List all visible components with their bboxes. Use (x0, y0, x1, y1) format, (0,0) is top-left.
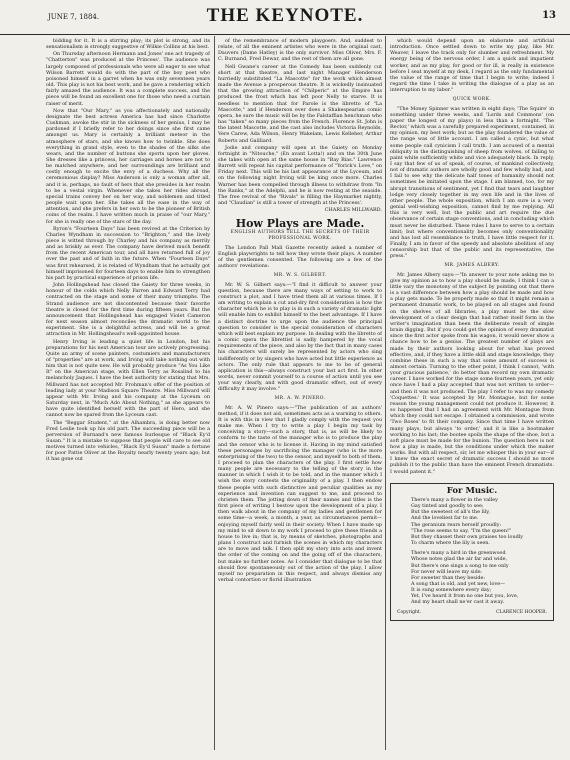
column-left (46, 38, 210, 750)
column-middle (218, 38, 382, 750)
section-heading: How Plays are Made. (235, 217, 365, 231)
author-heading: MR. W. S. GILBERT. (273, 273, 327, 279)
poem-line: Gay tinted and goodly to see; (411, 503, 484, 510)
poem-line: There's many a flower in the valley (411, 496, 498, 503)
column-divider (214, 36, 215, 750)
article-paragraph: John Hollingshead has closed the Gaiety for three weeks, in honour of the colds which Nelly Farren and Edward Terry had contracted on the stage and some of their many triumphs. The Strand audience are not discontented because their favorite theatre is closed for the first time during fifteen years. But the announcement that Hollingshead has engaged Violet Cameron for next season almost reconciles the dramatic world to the experiment. She is a delightful actress, and will be a great attraction in Mr. Hollingshead's well-appointed house. (46, 282, 210, 338)
poem-line: "The rose seems to say, "I'm the queen!" (411, 527, 512, 534)
author-heading: MR. JAMES ALBERY. (444, 263, 500, 269)
article-paragraph: bidding for it. It is a stirring play; its plot is strong, and its sensationalism is strongly suggestive of Wilkie Collins at his best. (46, 38, 210, 51)
article-paragraph: of the remembrance of modern playgoers. And, suddest to relate, of all the eminent artistes who were in the original cast, Dauvers (Dame Hatley) is the only survivor. Miss Oliver, Mrs. F. C. Burnand, Fred Dewar, and the rest of them are all gone. (218, 38, 382, 63)
poem-author: CLARENCE HOOPER. (496, 609, 547, 615)
poem-box (390, 483, 554, 621)
poem-line: For sweeter than they beside: (411, 574, 486, 581)
poem-line: And the loveliest far to me. (411, 515, 479, 522)
column-right (390, 38, 554, 750)
author-signature: CHARLES MILLWARD. (324, 207, 382, 214)
article-paragraph: "The Money Spinner was written in eight days; 'The Squire' in something under three weeks, and 'Lords and Commons' (on paper the longest of my plays) in less than a fortnight. 'The Rector,' which was a carefully prepared experiment, contained, in my opinion, my best work; but as the play foundered the value of the range was of little account. I am called a cynic, but what some people call cynicism I call truth. I am accused of a mental obliquity in the distinguishing of sheep from wolves, of failing to paint white sufficiently white and vice adequately black. In reply, I say that few of us of speak, of course, of mankind collectively, not of dramatic authors are wholly good and few wholly bad, and I fail to see why the delicate half tones of humanity should not sometimes be imitated upon the stage. I am blamed, too, for my abrupt transitions of sentiment, yet I find that tears and laughter lodge very closely together in my own life and in the lives of other people. The whole exposition, which I am sure is a very genial well-wishing exposition, cannot find by me replying. All this is very well, but the public and art require the due observance of certain stage conventions, and in concluding which must never be disturbed. These rules I have to serve to a certain limit; but where conventionality becomes only conventionality and has lost all resemblance to truth, I have little respect for it. Finally, I am in favor of the speedy and absolute abolition of any censorship but that of the public and its representative, the press." (390, 105, 554, 260)
poem-line: But they chasset their own praises too loudly (411, 533, 524, 540)
poem-title: For Music. (446, 485, 498, 496)
article-paragraph: The "Beggar Student," at the Alhambra, is doing better now Fred Leslie took up his old part. The succeeding piece will be a perversion of Burnand's new famous burlesque of "Black Ey'd Susan." It is a mistake to suppose that people will care to see old motives turned into vehicles, "Black Ey'd Susan" made a fortune for poor Pattie Oliver at the Royalty nearly twenty years ago; but it has gone out (46, 419, 210, 463)
publication-title: THE KEYNOTE. (206, 5, 364, 26)
poem-footer (397, 610, 547, 616)
poem-line: A song that is old, and yet new, love— (411, 580, 506, 587)
page-number: 13 (542, 10, 556, 21)
article-paragraph: Mr. W. S. Gilbert says:—"I find it difficult to answer your question, because there are many ways of setting to work to construct a plot, and I have tried them all at various times. If I am writing to explain a cut and-dry first consideration is how the character which he is to play is in such a variety of dramatic light will enable him to exhibit himself to the best advantage. If I have a distinct doctrine to urge upon the audience the principal question to consider is the special consideration of characters which will best explain my purpose. In dealing with the libretto of a comic opera the librettist is sadly hampered by the vocal requirements of the piece, and also by the fact that in many cases his characters will surely be represented by actors who sing indifferently or by singers who have acted but little experience as actors. The only rule that appears to me to be of general application is this—always construct your last act first. In other words, never commit yourself to a course of action until you see your way clearly, and with good dramatic effect, out of every difficulty it may involve." (218, 281, 382, 393)
poem-line: The geranium rears herself proudly: (411, 521, 502, 528)
article-paragraph: Mr. A. W. Pinero says:—"The publication of an authors' method, if it does not aid, sometimes acts as a warning to others. It is with this in view that I gladly comply with the request you make me. When I try to write a play I begin my task by conceiving a story—such a story, that is, as will be likely to conform to the taste of the manager who is to produce the play and the censor who is to license it. Having in my mind satisfied these personages by sacrificing the manager (who is the more enterprising of the two) to the censor, and myself to both of them, I proceed to plan the characters of the play. I first settle how many people are necessary to the telling of the story in the manner in which I wish it to be told, and in the manner which I wish the story contests the originality of a play. I then endow these people with such distinctive and peculiar qualities as my experience and invention can suggest to me, and proceed to christen them. The jotting down of their names and titles is the first piece of writing I bestow upon the development of a play. I then walk about in the company of my ladies and gentlemen for some time—a week, a month, a year, as circumstances permit—enjoying myself fairly well in their society. When I have made up my mind to sit down to my work I proceed to give these friends a house to live in; that is, by means of sketches, photographs and plans I construct and furnish the scenes in which my characters are to move and talk. I then split my story into acts and invent the order of the coming on and the going off of the characters, but make no further notes. As I consider that dialogue to be that should flow spontaneously out of the action of the play, I allow myself no preparation in this respect, and always dismiss any verbal contortion or florid illustration (218, 404, 382, 583)
article-paragraph: The London Pall Mall Gazette recently asked a number of English playwrights to tell how they wrote their plays. A number of the gentlemen consented. The following are a few of the authors' revelations: (218, 244, 382, 270)
article-paragraph: Henry Irving is leading a quiet life in London, but his preparations for his next American tour are actively progressing. Quite an army of scene painters, costumiers and manufacturers of "properties" are at work, and Irving will take nothing out with him that is not quite new. He will probably produce "As You Like It" on the American stage, with Ellen Terry as Rosalind to his melancholy Jaques. I have the best authority for stating that Mrs. Millward has not accepted Mr. Frohman's offer of the position of leading lady at your Madison Square Theatre. Miss Millward will appear with Mr. Irving and his company at the Lyceum on Saturday next, in "Much Ado About Nothing," as she appears to have quite identified herself with the part of Hero, and she cannot now be spared from the Lyceum cast. (46, 338, 210, 419)
article-paragraph: On Thursday afternoon Hermann and Jones' one act tragedy of "Chatterton" was produced at the Princess'. The audience was largely composed of professionals who were all eager to see what Wilson Barrett would do with the part of the boy poet who poisoned himself in a garret when he was only seventeen years old. This play is not his best work, and he gave a rendering which fairly amazed the audience. It was a complete success, and the piece will be found an excellent one for those who need a curtain raiser of merit. (46, 51, 210, 107)
poem-line: Whose notes glad the air far and wide, (411, 556, 508, 563)
article-paragraph: Byron's "Fourteen Days" has been revived at the Criterion by Charles Wyndham in succession to "Brighton," and the lively piece is witted through by Charley and his company as merrily and as briskly as ever. The company have derived much benefit from the recent American tour, and all have returned full of joy over the past and of faith in the future. When "Fourteen Days" was first rehearsed, it is related of Wyndham that he actually got himself imprisoned for fourteen days to enable him to strengthen his part by practical experience of prison life. (46, 225, 210, 281)
masthead (0, 0, 570, 35)
poem-line: It is sung somewhere every day; (411, 587, 492, 594)
article-paragraph: Jodie and company will open at the Gaiety on Monday fortnight in "Nitouche," (En avant Lotta!) and on the 30th June she takes with open at the same house in "Bay Bias." Lawrence Barrett will repeat his capital performance of "Yorick's Love," on Friday next. This will be his last appearance at the Lyceum, and on the following night Irving will be king once more. Charles Warner has been compelled through illness to withdraw from "In the Ranks," at the Adelphi, and he is now resting at the seaside. The free revival of the "Rivals" is filling the Haymarket nightly, and "Claudian" is still a tower of strength at the Princess'. (218, 144, 382, 207)
copyright-note: Copyright. (397, 609, 422, 615)
article-paragraph: which would depend upon an elaborate and artificial introduction. Once settled down to write my play, like Mr. Weaver, I leave the track only for slumber and refreshment. My energy being of the nervous order, I am a quick and impatient worker, and as my play, for good or for ill, is really in existence before I seat myself at my desk, I regard as the only fundamental the value of the range of time that I begin to write; indeed I regard the time I take in writing the dialogue of a play as an interruption to my labor." (390, 38, 554, 94)
poem-line: To charm where the lily is seen. (411, 540, 490, 547)
poem-stanza (397, 550, 547, 605)
poem-line: There's many a bird in the greenwood (411, 550, 506, 557)
article-paragraph: Nell Gwane's career at the Comedy has been suddenly cut short at that theatre, and last night Manager Henderson hurriedly substituted "La Mascotte" for the work which almost made the Avenue a prosperous theatre. It is wickedly insinuated that the growing attraction of "Chilperic" at the Empire has produced the frost which has left poor Nelly to starve. It is needless to mention that for Parole is the libretto of "La Mascotte," and if Henderson ever does a Shakespearian comic opera, he sure the music will be by the Falstaffian henchman who has "taken" so many pieces from the French. Florence St. John is the latest Mascotte, and the cast also includes Victoria Reynolds, Vere Carew, Ada Wilson, Henry Wakelam, Lewis Kelleher, Arthur Roberts and Gailliard. (218, 63, 382, 144)
poem-line: But the sweetest of all's the lily, (411, 509, 490, 516)
article-paragraph: Mr. James Albery says:—"In answer to your note asking me to give my opinion as to how a play should be made, I think I can a little vary the monotony of the subject by pointing out that there is a vast difference between how a play should be made and how a play gets made. To be properly made so that it might remain a permanent dramatic work, to be played on all stages and found on the shelves of all libraries, a play must be the slow development of a clear design that had rather itself form in the writer's imagination than been the deliberate result of simple brain digging. But if you could get the opinion of every dramatist since the first actor spoke from his wagon, it would never show a chance how to be a genius. The greatest number of plays are made by their authors looking about for what has proved effective, and, if they have a little skill and stage knowledge, they combine these in such a way that some amount of success is almost certain. Turning to the other point, I think I cannot, 'with your gracious patience,' do better than record my own dramatic career. I have worked for the stage some fourteen years, yet only once have I had a play accepted that was not written to order—and then it was not produced. The play I refer to was my comedy 'Coquettes.' It was accepted by Mr. Montague, but for some reason the young management could not produce it. However, it so happened that I had an agreement with Mr. Montague from which they could not escape. I obtained a commission, and wrote 'Two Roses' to fit their company. Since that time I have written many plays, but always 'to order,' and it is like a bootmaker working to his last; the bootee spoils the shape of the shoe, but a soft place must be made for the bunion. The question here is not how a play is made, but the conditions under which the maker works. But with all respect, sir, let me whisper this in your ear—if I knew the exact secret of dramatic success I should no more publish it to the public than have the eminent French dramatists. I would patent it." (390, 271, 554, 475)
poem-stanza (397, 497, 547, 546)
article-paragraph: Now that "Our Mary," as you affectionately and nationally designate the best actress America has had since Charlotte Cushman, awoke the stir in the sickness of her genius, I may be pardoned if I briefly refer to her doings since she first came amongst us. Mary is certainly a brilliant meteor in the atmosphere of stars, and she knows how to twinkle. She does everything in grand style, even to the shades of the silks she wears, and the number of buttons she sports upon her gloves. She dresses like a princess, her carriages and horses are not to be matched anywhere, and her surroundings are brilliant and costly enough to excite the envy of a duchess. Why all the ceremonious display? Miss Anderson is only a woman after all, and it is, perhaps, no fault of hers that she presides in her realm to be a vestal virgin. Whenever she takes her rides abroad, special trains convey her on her way, and noblemen and titled people wait upon her. She takes all the ease in the way of attention, and she prefers in her own to be the pioneer of British coins of the realm. I have written much in praise of "our Mary," for she is really one of the stars of the day. (46, 107, 210, 225)
author-heading: MR. A. W. PINERO. (274, 396, 326, 402)
subsection-heading: QUICK WORK. (452, 97, 492, 103)
poem-line: But there's one sings a song to me only (411, 562, 509, 569)
poem-line: Yet, I've heard it from no one but you, love, (411, 593, 519, 600)
column-divider (385, 36, 386, 750)
poem-line: And my heart shall ne'er cast it away. (411, 599, 505, 606)
section-subheading: ENGLISH AUTHORS TELL THE SECRETS OF THEIR PROFESSIONAL WORK. (230, 229, 370, 241)
poem-line: For never will leave my side. (411, 568, 483, 575)
issue-date: JUNE 7, 1884. (48, 13, 100, 21)
